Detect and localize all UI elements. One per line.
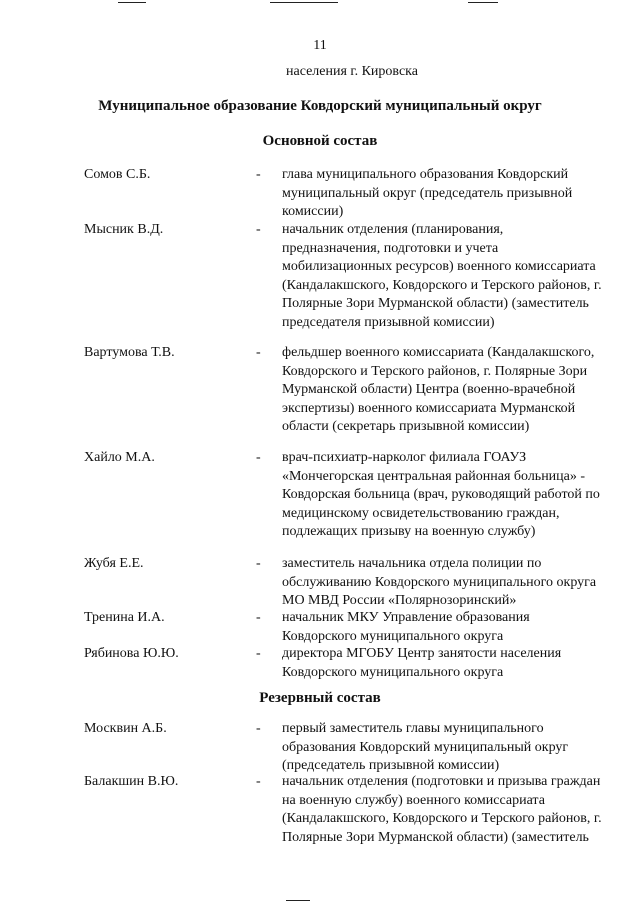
member-dash: - xyxy=(256,450,261,465)
scan-artifact-line xyxy=(286,900,310,901)
member-role: начальник отделения (подготовки и призыва граждан на военную службу) военного комиссариата (Кандалакшского, Ковдорского и Терского районов, г. Полярные Зори Мурманской области) (заместитель xyxy=(282,774,602,845)
member-name: Хайло М.А. xyxy=(84,450,155,465)
member-name: Балакшин В.Ю. xyxy=(84,774,179,789)
member-name: Рябинова Ю.Ю. xyxy=(84,646,179,661)
member-dash: - xyxy=(256,646,261,661)
member-dash: - xyxy=(256,721,261,736)
municipality-title: Муниципальное образование Ковдорский муниципальный округ xyxy=(98,98,542,114)
member-role: начальник отделения (планирования, предназначения, подготовки и учета мобилизационных ресурсов) военного комиссариата (Кандалакшского, Ковдорского и Терского районов, г. Полярные Зори Мурманской области) (заместитель председателя призывной комиссии) xyxy=(282,222,602,330)
scan-artifact-line xyxy=(270,2,338,3)
member-name: Вартумова Т.В. xyxy=(84,345,175,360)
member-dash: - xyxy=(256,610,261,625)
member-role: директора МГОБУ Центр занятости населения Ковдорского муниципального округа xyxy=(282,646,562,680)
member-role: начальник МКУ Управление образования Ковдорского муниципального округа xyxy=(282,610,530,644)
member-role: первый заместитель главы муниципального образования Ковдорский муниципальный округ (председатель призывной комиссии) xyxy=(282,721,569,773)
member-name: Жубя Е.Е. xyxy=(84,556,144,571)
section-title-main: Основной состав xyxy=(262,133,378,149)
scan-artifact-line xyxy=(468,2,498,3)
member-role: заместитель начальника отдела полиции по обслуживанию Ковдорского муниципального округа МО МВД России «Полярнозоринский» xyxy=(282,556,597,608)
member-dash: - xyxy=(256,167,261,182)
page-number: 11 xyxy=(313,38,327,53)
carry-over-text: населения г. Кировска xyxy=(286,64,418,79)
member-name: Москвин А.Б. xyxy=(84,721,167,736)
member-role: глава муниципального образования Ковдорский муниципальный округ (председатель призывной комиссии) xyxy=(282,167,573,219)
member-role: фельдшер военного комиссариата (Кандалакшского, Ковдорского и Терского районов, г. Полярные Зори Мурманской области) Центра (военно-врачебной экспертизы) военного комиссариата Мурманской области (секретарь призывной комиссии) xyxy=(282,345,595,434)
scan-artifact-line xyxy=(118,2,146,3)
member-name: Тренина И.А. xyxy=(84,610,165,625)
member-dash: - xyxy=(256,556,261,571)
member-name: Сомов С.Б. xyxy=(84,167,151,182)
member-role: врач-психиатр-нарколог филиала ГОАУЗ «Мончегорская центральная районная больница» - Ковдорская больница (врач, руководящий работой по медицинскому освидетельствованию граждан, подлежащих призыву на военную службу) xyxy=(282,450,600,539)
member-dash: - xyxy=(256,345,261,360)
section-title-reserve: Резервный состав xyxy=(259,690,381,706)
member-name: Мысник В.Д. xyxy=(84,222,164,237)
member-dash: - xyxy=(256,222,261,237)
member-dash: - xyxy=(256,774,261,789)
